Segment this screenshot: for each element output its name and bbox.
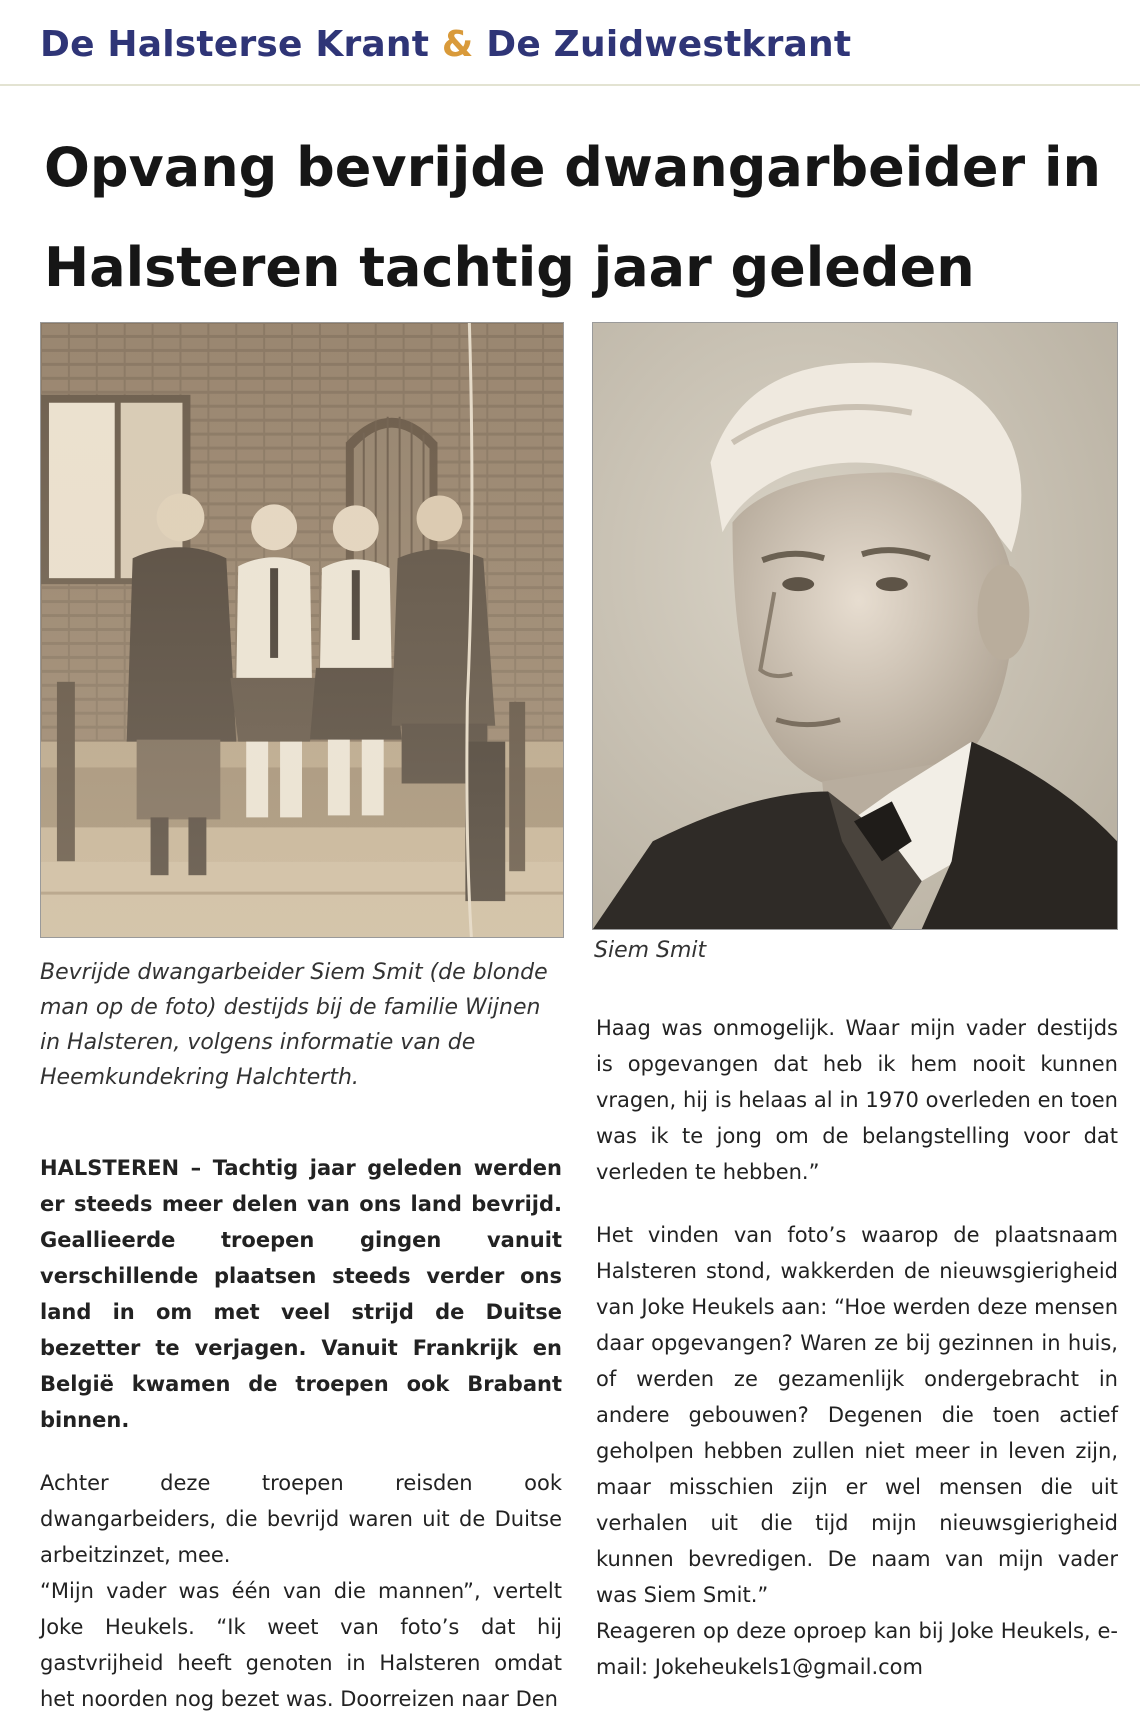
article-paragraph: Het vinden van foto’s waarop de plaatsnaam Halsteren stond, wakkerden de nieuwsgierigheid van Joke Heukels aan: “Hoe werden deze mensen daar opgevangen? Waren ze bij gezinnen in huis, of werden ze gezamenlijk ondergebracht in andere gebouwen? Degenen die toen actief geholpen hebben zullen niet meer in leven zijn, maar misschien zijn er wel mensen die uit verhalen uit die tijd mijn nieuwsgierigheid kunnen bevredigen. De naam van mijn vader was Siem Smit.” [596,1223,1118,1607]
article-column-left [40,1150,562,1717]
masthead [40,24,851,76]
article-headline [44,118,1104,318]
group-photo-caption: Bevrijde dwangarbeider Siem Smit (de blonde man op de foto) destijds bij de familie Wijnen in Halsteren, volgens informatie van de Heemkundekring Halchterth. [40,960,548,1090]
masthead-divider [0,84,1140,86]
portrait-photo [592,322,1118,930]
portrait-photo-illustration [593,323,1117,929]
article-column-right [596,1010,1118,1685]
masthead-ampersand: & [441,24,474,65]
article-paragraph: Haag was onmogelijk. Waar mijn vader destijds is opgevangen dat heb ik hem nooit kunnen vragen, hij is helaas al in 1970 overleden en toen was ik te jong om de belangstelling voor dat verleden te hebben.” [596,1016,1118,1184]
masthead-title-halsterse: De Halsterse Krant [40,24,430,65]
headline-line-1: Opvang bevrijde dwangarbeider in [44,136,1101,199]
headline-line-2: Halsteren tachtig jaar geleden [44,236,975,299]
article-paragraph: Achter deze troepen reisden ook dwangarbeiders, die bevrijd waren uit de Duitse arbeitzinzet, mee. [40,1471,562,1567]
article-lead-paragraph: HALSTEREN – Tachtig jaar geleden werden er steeds meer delen van ons land bevrijd. Geallieerde troepen gingen vanuit verschillende plaatsen steeds verder ons land in om met veel strijd de Duitse bezetter te verjagen. Vanuit Frankrijk en België kwamen de troepen ook Brabant binnen. [40,1156,562,1432]
masthead-title-zuidwest: De Zuidwestkrant [486,24,852,65]
article-contact-paragraph: Reageren op deze oproep kan bij Joke Heukels, e-mail: Jokeheukels1@gmail.com [596,1619,1118,1679]
group-photo-illustration [41,323,563,937]
article-paragraph: “Mijn vader was één van die mannen”, vertelt Joke Heukels. “Ik weet van foto’s dat hij gastvrijheid heeft genoten in Halsteren omdat het noorden nog bezet was. Doorreizen naar Den [40,1579,562,1711]
group-photo [40,322,564,938]
portrait-photo-caption: Siem Smit [594,938,707,963]
